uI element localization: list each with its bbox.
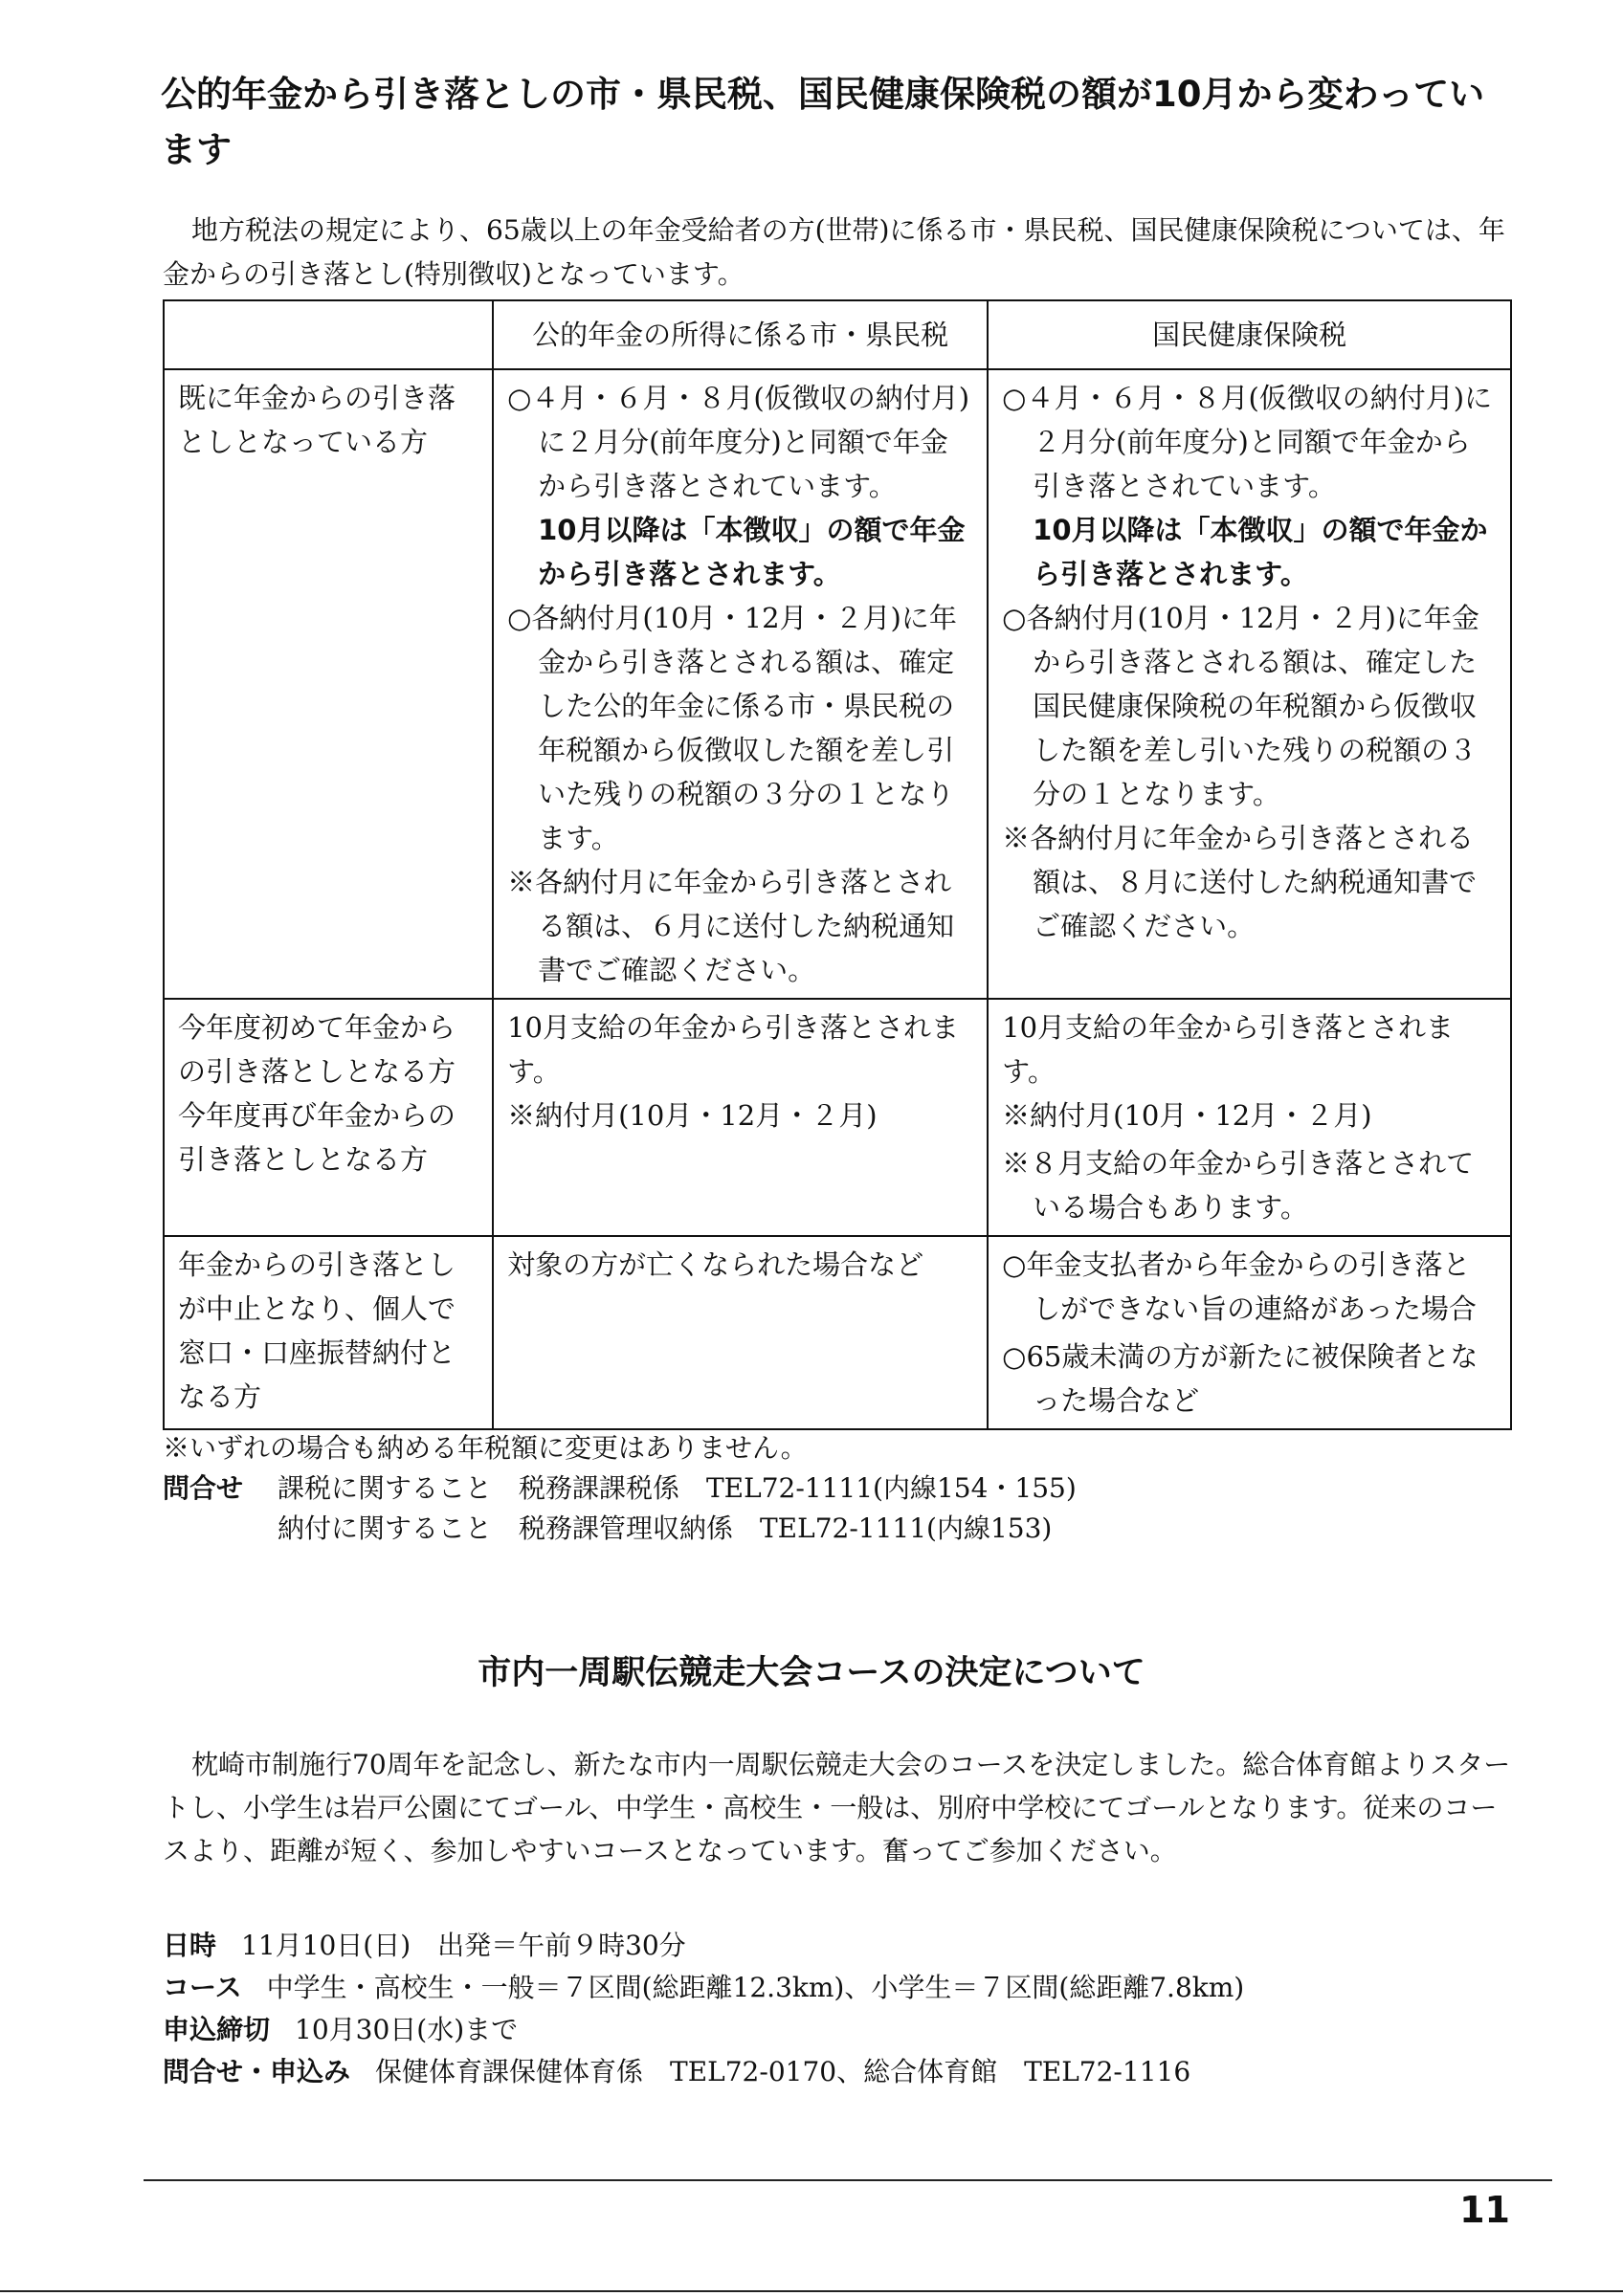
row-label: 既に年金からの引き落としとなっている方 (164, 369, 493, 999)
ekiden-deadline-line (163, 2011, 518, 2049)
table-header-row (164, 300, 1511, 369)
tax-note: ※いずれの場合も納める年税額に変更はありません。 (163, 1432, 808, 1464)
cell-text: ○４月・６月・８月(仮徴収の納付月)に２月分(前年度分)と同額で年金から引き落とされています。 (1002, 382, 1493, 502)
contact-label: 問合せ (163, 1472, 244, 1504)
cell-text: ※納付月(10月・12月・２月) (1002, 1099, 1372, 1132)
cell-text: ○65歳未満の方が新たに被保険者となった場合など (1002, 1340, 1478, 1417)
row-label: 今年度初めて年金からの引き落としとなる方今年度再び年金からの引き落としとなる方 (164, 999, 493, 1236)
ekiden-course-line (163, 1969, 1244, 2007)
cell-text: ※８月支給の年金から引き落とされている場合もあります。 (1002, 1147, 1475, 1224)
cell-text: ※納付月(10月・12月・２月) (507, 1099, 878, 1132)
info-label: 問合せ・申込み (163, 2056, 351, 2087)
ekiden-section-title: 市内一周駅伝競走大会コースの決定について (478, 1654, 1145, 1692)
info-label: 申込締切 (163, 2014, 271, 2045)
cell-bold-text: 10月以降は「本徴収」の額で年金から引き落とされます。 (538, 514, 966, 590)
ekiden-contact-line (163, 2053, 1190, 2091)
info-value: 保健体育課保健体育係 TEL72-0170、総合体育館 TEL72-1116 (375, 2056, 1191, 2087)
info-value: 11月10日(日) 出発＝午前９時30分 (241, 1930, 686, 1961)
table-row (164, 1236, 1511, 1429)
cell-text: 10月支給の年金から引き落とされます。 (507, 1011, 959, 1088)
table-cell: 対象の方が亡くなられた場合など (493, 1236, 988, 1429)
info-value: 10月30日(水)まで (295, 2014, 519, 2045)
ekiden-body-paragraph: 枕崎市制施行70周年を記念し、新たな市内一周駅伝競走大会のコースを決定しました。総合体育館よりスタートし、小学生は岩戸公園にてゴール、中学生・高校生・一般は、別府中学校にてゴールとなります。従来のコースより、距離が短く、参加しやすいコースとなっています。奮ってご参加ください。 (163, 1749, 1511, 1866)
cell-text: ○各納付月(10月・12月・２月)に年金から引き落とされる額は、確定した国民健康保険税の年税額から仮徴収した額を差し引いた残りの税額の３分の１となります。 (1002, 602, 1479, 810)
table-row (164, 999, 1511, 1236)
cell-text: ※各納付月に年金から引き落とされる額は、６月に送付した納税通知書でご確認ください。 (507, 866, 955, 986)
contact-text: 納付に関すること 税務課管理収納係 TEL72-1111(内線153) (278, 1512, 1053, 1544)
table-cell (493, 369, 988, 999)
bottom-divider (0, 2290, 1623, 2292)
tax-contact-line-1 (163, 1469, 1077, 1508)
tax-table (163, 299, 1512, 1430)
table-cell (493, 999, 988, 1236)
tax-contact-line-2 (163, 1510, 1052, 1548)
info-value: 中学生・高校生・一般＝７区間(総距離12.3km)、小学生＝７区間(総距離7.8km) (266, 1972, 1245, 2003)
cell-bold-text: 10月以降は「本徴収」の額で年金から引き落とされます。 (1033, 514, 1488, 590)
info-label: コース (163, 1972, 242, 2003)
page-number: 11 (1459, 2189, 1510, 2231)
row-label: 年金からの引き落としが中止となり、個人で窓口・口座振替納付となる方 (164, 1236, 493, 1429)
table-cell (988, 1236, 1511, 1429)
contact-text: 課税に関すること 税務課課税係 TEL72-1111(内線154・155) (278, 1472, 1077, 1504)
cell-text: ○年金支払者から年金からの引き落としができない旨の連絡があった場合 (1002, 1248, 1477, 1325)
table-row (164, 369, 1511, 999)
tax-section-title: 公的年金から引き落としの市・県民税、国民健康保険税の額が10月から変わっています (161, 74, 1485, 170)
tax-intro-paragraph: 地方税法の規定により、65歳以上の年金受給者の方(世帯)に係る市・県民税、国民健康保険税については、年金からの引き落とし(特別徴収)となっています。 (163, 214, 1505, 290)
cell-text: 10月支給の年金から引き落とされます。 (1002, 1011, 1455, 1088)
info-label: 日時 (163, 1930, 217, 1961)
footer-divider (144, 2179, 1552, 2181)
table-header-blank (164, 300, 493, 369)
table-cell (988, 999, 1511, 1236)
cell-text: ※各納付月に年金から引き落とされる額は、８月に送付した納税通知書でご確認ください。 (1002, 822, 1478, 942)
cell-text: ○４月・６月・８月(仮徴収の納付月)に２月分(前年度分)と同額で年金から引き落とされています。 (507, 382, 970, 502)
ekiden-date-line (163, 1927, 686, 1965)
table-cell (988, 369, 1511, 999)
table-header-health-insurance-tax: 国民健康保険税 (988, 300, 1511, 369)
cell-text: ○各納付月(10月・12月・２月)に年金から引き落とされる額は、確定した公的年金に係る市・県民税の年税額から仮徴収した額を差し引いた残りの税額の３分の１となります。 (507, 602, 957, 854)
table-header-resident-tax: 公的年金の所得に係る市・県民税 (493, 300, 988, 369)
